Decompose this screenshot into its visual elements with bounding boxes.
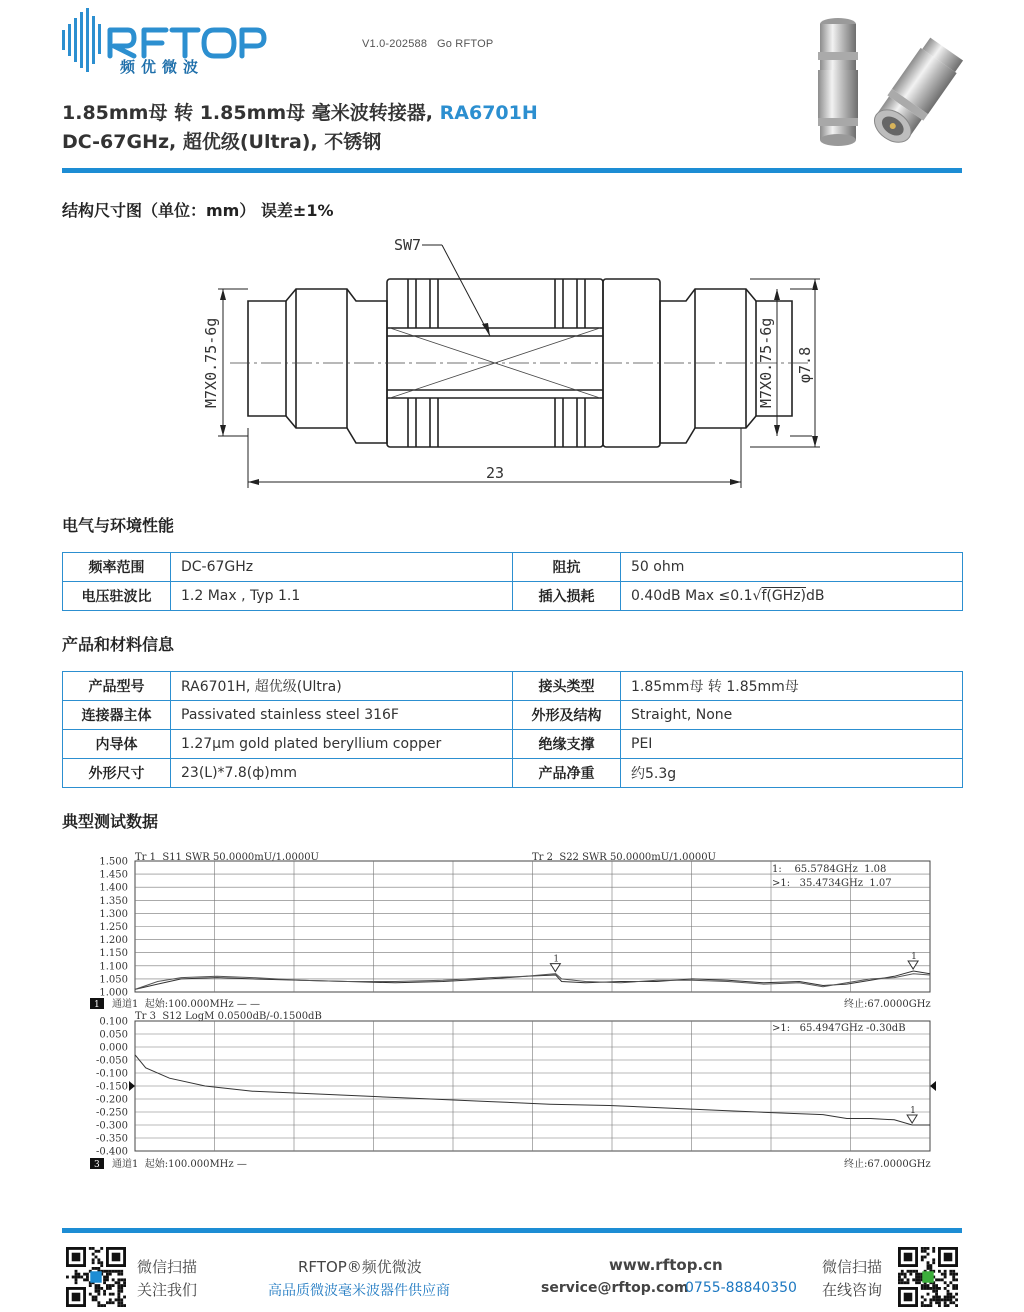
length-label: 23 (486, 464, 505, 482)
il-prefix: 0.40dB Max ≤0.1√ (631, 588, 762, 604)
title-text: 1.85mm母 转 1.85mm母 毫米波转接器, (62, 102, 434, 124)
ref-arrow-right (930, 1081, 936, 1091)
wechat-qr-code-follow (66, 1247, 126, 1307)
y-tick-label: -0.200 (95, 1094, 128, 1106)
spec-value: Passivated stainless steel 316F (171, 701, 513, 730)
spec-key: 电压驻波比 (63, 582, 171, 611)
diameter-label: φ7.8 (796, 346, 814, 383)
spec-key: 外形及结构 (513, 701, 621, 730)
spec-value: 1.2 Max , Typ 1.1 (171, 582, 513, 611)
chart1-footer-right: 终止:67.0000GHz (844, 999, 931, 1010)
chart2-footer-right: 终止:67.0000GHz (844, 1159, 931, 1170)
y-tick-label: 1.200 (99, 935, 128, 947)
y-tick-label: 1.400 (99, 882, 128, 894)
section-title-drawing: 结构尺寸图（单位：mm） 误差±1% (62, 201, 334, 220)
y-tick-label: 1.250 (99, 922, 128, 933)
model-number: RA6701H (439, 102, 538, 124)
spec-value: 1.27μm gold plated beryllium copper (171, 730, 513, 759)
spec-key: 阻抗 (513, 553, 621, 582)
dimension-drawing (190, 228, 850, 498)
y-tick-label: -0.050 (95, 1055, 128, 1067)
brand-cn: 频优微波 (120, 58, 205, 76)
y-tick-label: -0.100 (95, 1068, 128, 1080)
marker (550, 964, 560, 972)
y-tick-label: 1.000 (99, 987, 128, 999)
spec-key: 产品净重 (513, 759, 621, 788)
email-link[interactable]: service@rftop.com (541, 1280, 689, 1296)
y-tick-label: 0.000 (99, 1042, 128, 1054)
section-title-electrical: 电气与环境性能 (62, 516, 175, 535)
thread-right-label: M7X0.75-6g (757, 317, 775, 408)
spec-value: 50 ohm (621, 553, 963, 582)
chart2-marker1-readout: >1: 65.4947GHz -0.30dB (772, 1023, 906, 1034)
y-tick-label: -0.350 (95, 1133, 128, 1145)
rftop-logo (62, 8, 272, 78)
marker-label: 1 (553, 954, 560, 965)
table-row (63, 553, 963, 582)
footer-brand: RFTOP®频优微波 (298, 1258, 422, 1276)
version-text: V1.0-202588 Go RFTOP (362, 38, 494, 50)
test-data-charts (62, 845, 962, 1175)
il-radicand: f(GHz) (761, 588, 807, 604)
spec-key: 插入损耗 (513, 582, 621, 611)
y-tick-label: 0.050 (99, 1029, 128, 1041)
product-spec-table (62, 671, 963, 788)
spec-value: Straight, None (621, 701, 963, 730)
y-tick-label: 1.500 (99, 856, 128, 868)
header-divider (62, 168, 962, 173)
wechat-scan-label: 微信扫描 (137, 1258, 198, 1276)
section-title-product: 产品和材料信息 (62, 635, 175, 654)
chart1-marker2-readout: >1: 35.4734GHz 1.07 (772, 878, 892, 889)
chart1-channel-num: 1 (94, 1000, 100, 1010)
ref-arrow-left (129, 1081, 135, 1091)
table-row (63, 672, 963, 701)
y-tick-label: 1.450 (99, 869, 128, 881)
phone-number: 0755-88840350 (685, 1280, 797, 1296)
electrical-spec-table (62, 552, 963, 611)
spec-value: DC-67GHz (171, 553, 513, 582)
page-title-line1 (62, 98, 538, 125)
marker-label: 1 (910, 1106, 916, 1116)
wechat-qr-code-consult (898, 1247, 958, 1307)
thread-left-label: M7X0.75-6g (202, 317, 220, 408)
y-tick-label: 1.150 (99, 948, 128, 960)
online-consult-label: 在线咨询 (822, 1281, 883, 1299)
footer-divider (62, 1228, 962, 1233)
spec-value: 23(L)*7.8(ф)mm (171, 759, 513, 788)
chart1-trace2-label: Tr 2 S22 SWR 50.0000mU/1.0000U (532, 852, 716, 863)
table-row (63, 701, 963, 730)
y-tick-label: 1.350 (99, 895, 128, 907)
y-tick-label: -0.300 (95, 1120, 128, 1132)
spec-key: 连接器主体 (63, 701, 171, 730)
sw-label: SW7 (394, 236, 422, 254)
spec-key: 内导体 (63, 730, 171, 759)
y-tick-label: -0.250 (95, 1107, 128, 1119)
y-tick-label: 0.100 (99, 1016, 128, 1028)
spec-key: 产品型号 (63, 672, 171, 701)
spec-value: 1.85mm母 转 1.85mm母 (621, 672, 963, 701)
spec-value: 约5.3g (621, 759, 963, 788)
table-row (63, 730, 963, 759)
spec-key: 绝缘支撑 (513, 730, 621, 759)
page-title-line2: DC-67GHz, 超优级(Ultra), 不锈钢 (62, 131, 382, 153)
spec-key: 接头类型 (513, 672, 621, 701)
chart1-trace1-label: Tr 1 S11 SWR 50.0000mU/1.0000U (135, 852, 319, 863)
table-row (63, 759, 963, 788)
product-photo (800, 8, 970, 156)
marker (908, 961, 918, 969)
y-tick-label: 1.050 (99, 974, 128, 986)
chart2-footer-left: 通道1 起始:100.000MHz — (112, 1159, 247, 1170)
chart1-marker1-readout: 1: 65.5784GHz 1.08 (772, 864, 887, 875)
y-tick-label: 1.100 (99, 961, 128, 973)
spec-key: 外形尺寸 (63, 759, 171, 788)
y-tick-label: -0.400 (95, 1146, 128, 1158)
footer-slogan: 高品质微波毫米波器件供应商 (268, 1283, 450, 1299)
spec-value: RA6701H, 超优级(Ultra) (171, 672, 513, 701)
wechat-scan-label-2: 微信扫描 (822, 1258, 883, 1276)
y-tick-label: -0.150 (95, 1081, 128, 1093)
marker-label: 1 (911, 952, 917, 963)
table-row (63, 582, 963, 611)
chart2-trace3-label: Tr 3 S12 LogM 0.0500dB/-0.1500dB (135, 1011, 322, 1022)
follow-us-label: 关注我们 (137, 1281, 198, 1299)
website-link[interactable]: www.rftop.cn (609, 1256, 723, 1274)
spec-value: PEI (621, 730, 963, 759)
spec-value-insertion-loss (621, 582, 963, 611)
spec-key: 频率范围 (63, 553, 171, 582)
il-unit: dB (806, 588, 825, 604)
chart1-footer-left: 通道1 起始:100.000MHz — — (112, 999, 261, 1010)
marker (907, 1115, 917, 1123)
chart2-channel-num: 3 (94, 1160, 100, 1170)
section-title-test: 典型测试数据 (62, 812, 159, 831)
y-tick-label: 1.300 (99, 908, 128, 920)
